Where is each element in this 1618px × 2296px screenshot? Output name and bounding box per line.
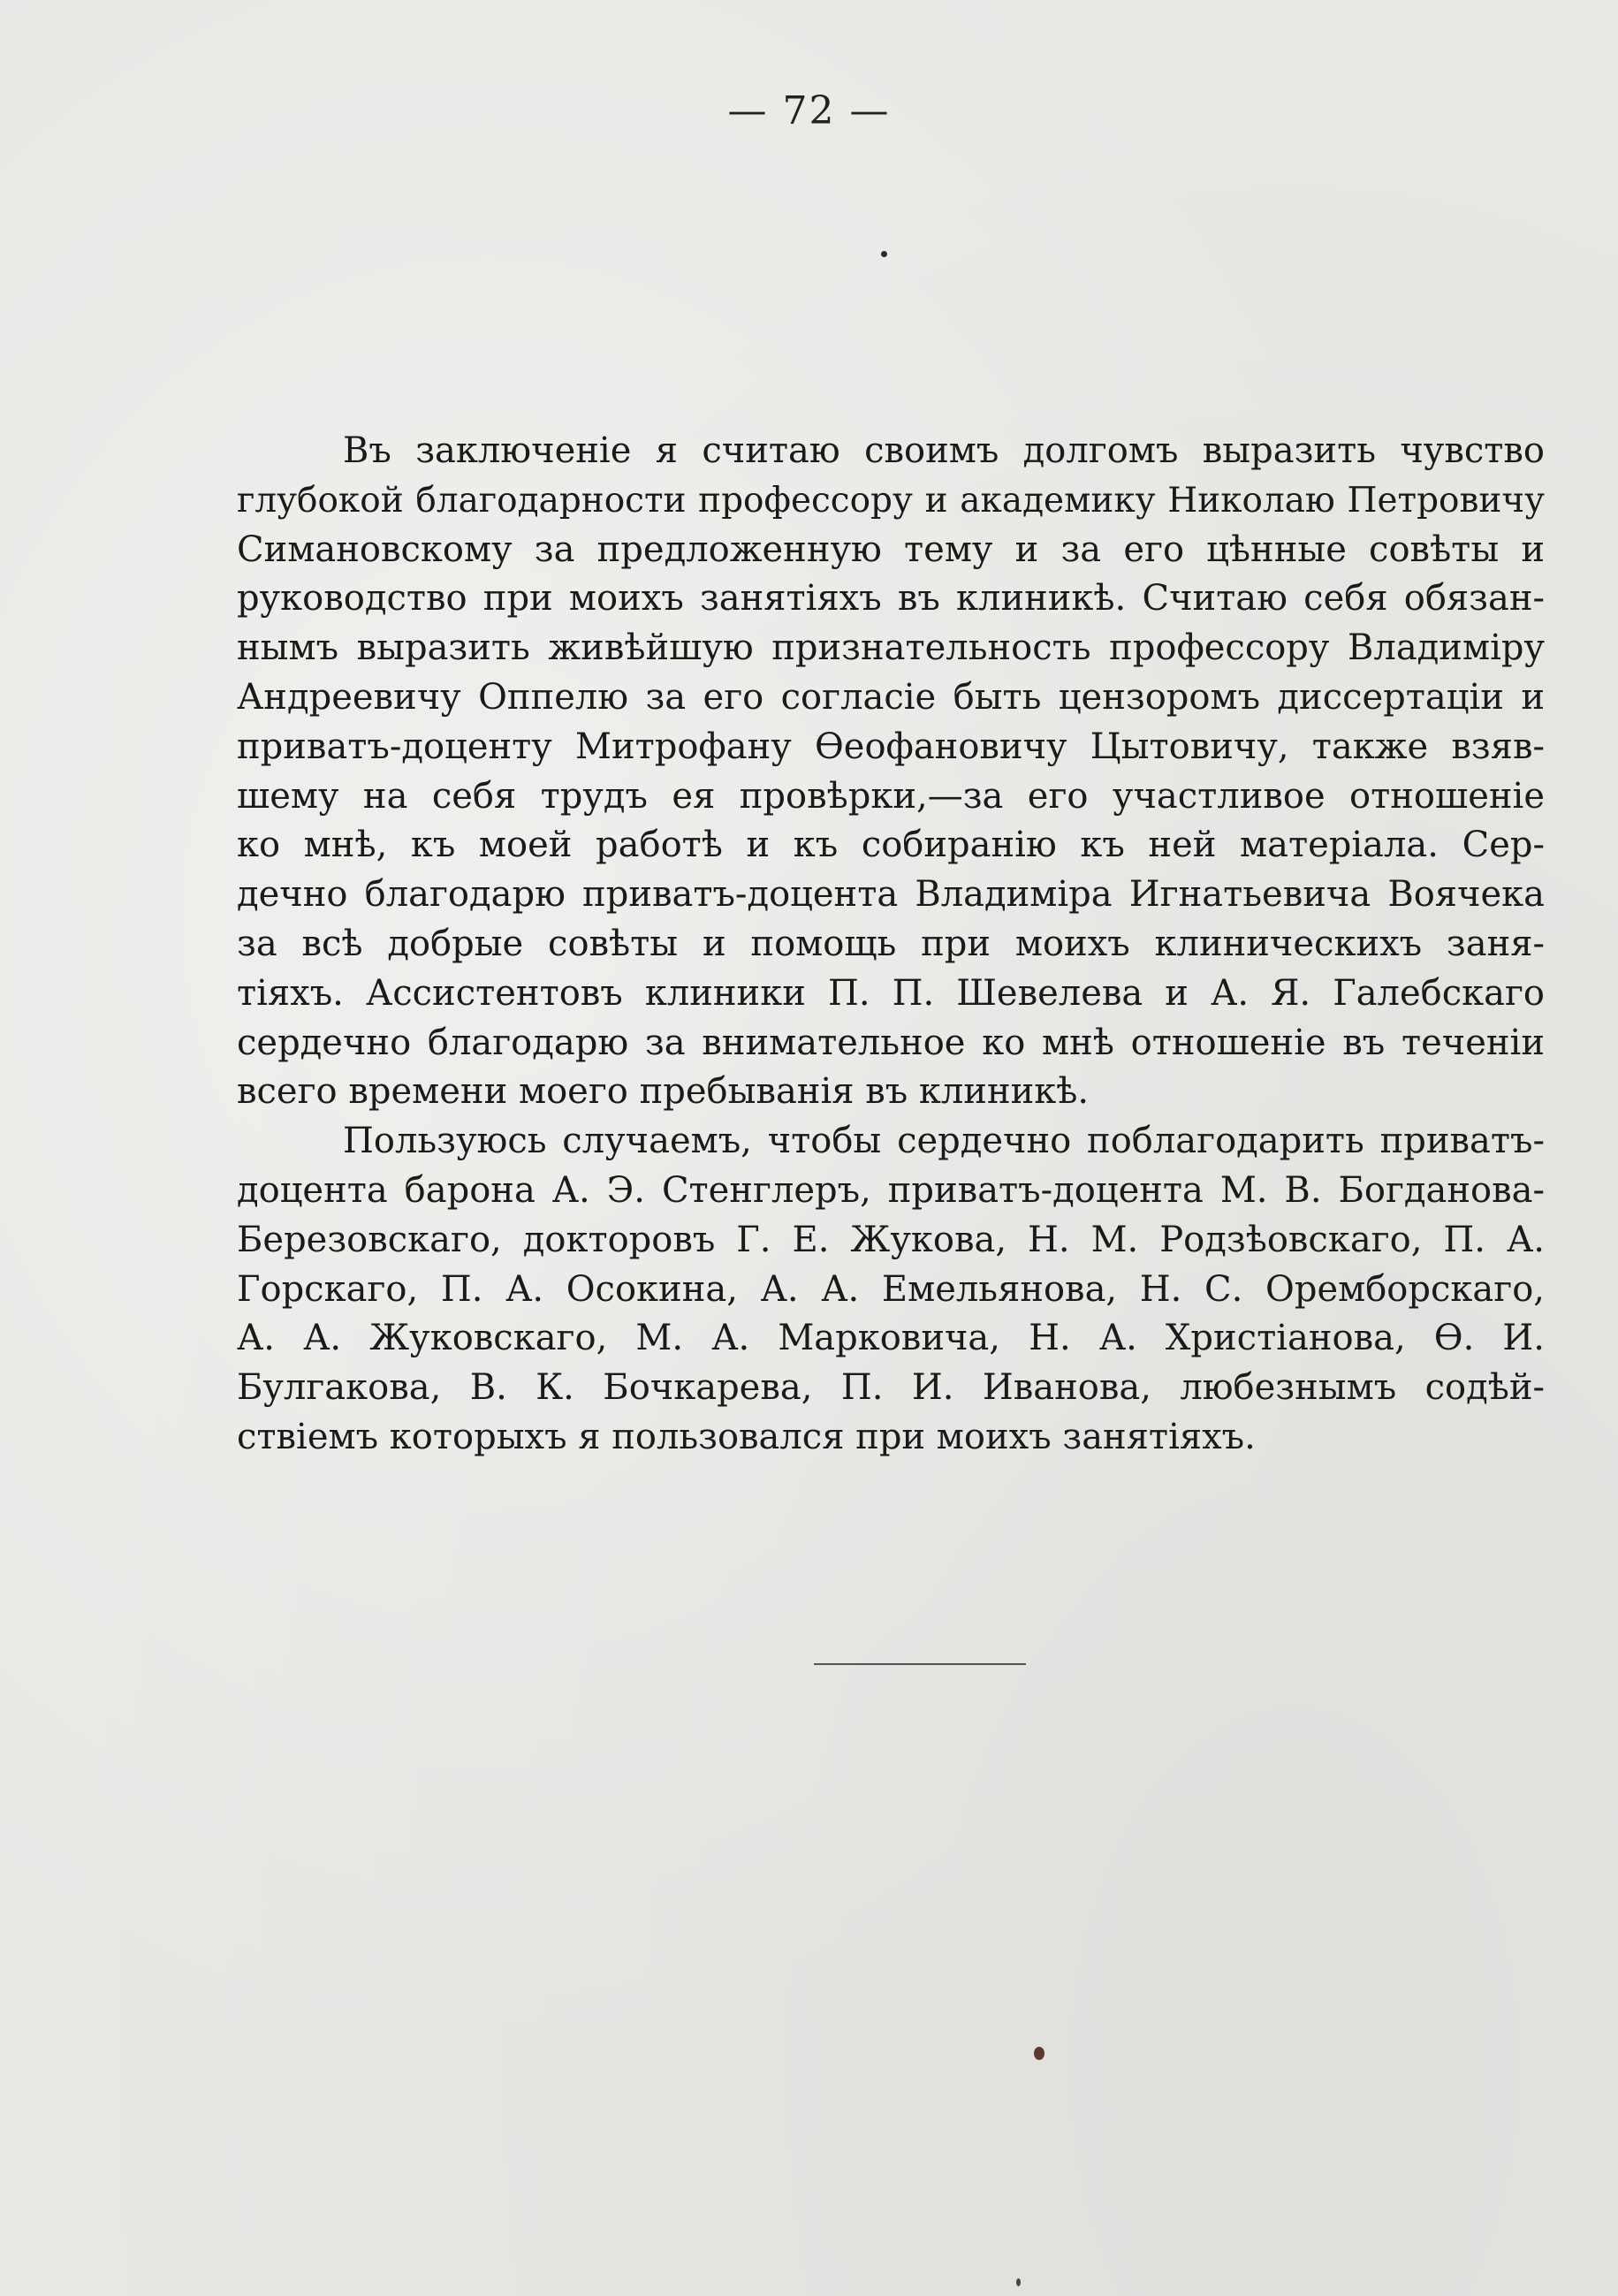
- text-line: глубокой благодарности профессору и академику Николаю Петровичу: [237, 480, 1545, 521]
- text-line: тіяхъ. Ассистентовъ клиники П. П. Шевелева и А. Я. Галебскаго: [237, 972, 1545, 1014]
- text-line: Булгакова, В. К. Бочкарева, П. И. Иванова, любезнымъ содѣй-: [237, 1367, 1545, 1409]
- text-line: за всѣ добрые совѣты и помощь при моихъ клиническихъ заня-: [237, 923, 1545, 964]
- ink-speck: [1016, 2278, 1021, 2286]
- text-line: Березовскаго, докторовъ Г. Е. Жукова, Н. М. Родзѣовскаго, П. А.: [237, 1219, 1545, 1260]
- text-line: нымъ выразить живѣйшую признательность профессору Владиміру: [237, 627, 1545, 669]
- text-line: приватъ-доценту Митрофану Өеофановичу Цытовичу, также взяв-: [237, 726, 1545, 767]
- page-number-header: — 72 —: [727, 88, 891, 133]
- text-line: ствіемъ которыхъ я пользовался при моихъ занятіяхъ.: [237, 1416, 1256, 1457]
- paragraph-1: [237, 427, 1545, 1117]
- text-line: Андреевичу Оппелю за его согласіе быть цензоромъ диссертаціи и: [237, 676, 1545, 718]
- acknowledgments-text: [237, 427, 1545, 1463]
- text-line: Пользуюсь случаемъ, чтобы сердечно поблагодарить приватъ-: [343, 1121, 1545, 1162]
- text-line: руководство при моихъ занятіяхъ въ клиникѣ. Считаю себя обязан-: [237, 578, 1545, 620]
- text-line: доцента барона А. Э. Стенглеръ, приватъ-доцента М. В. Богданова-: [237, 1169, 1545, 1211]
- text-line: ко мнѣ, къ моей работѣ и къ собиранію къ ней матеріала. Сер-: [237, 825, 1545, 866]
- text-line: дечно благодарю приватъ-доцента Владиміра Игнатьевича Воячека: [237, 874, 1545, 916]
- text-line: Горскаго, П. А. Осокина, А. А. Емельянова, Н. С. Оремборскаго,: [237, 1268, 1545, 1310]
- section-end-rule: [814, 1663, 1026, 1665]
- ink-speck: [1034, 2047, 1044, 2060]
- text-line: всего времени моего пребыванія въ клиникѣ.: [237, 1071, 1090, 1113]
- text-line: сердечно благодарю за внимательное ко мнѣ отношеніе въ теченіи: [237, 1022, 1545, 1063]
- text-line: шему на себя трудъ ея провѣрки,—за его участливое отношеніе: [237, 775, 1545, 817]
- text-line: Въ заключеніе я считаю своимъ долгомъ выразить чувство: [343, 430, 1545, 471]
- text-line: А. А. Жуковскаго, М. А. Марковича, Н. А. Христіанова, Ө. И.: [237, 1318, 1545, 1359]
- paragraph-2: [237, 1117, 1545, 1463]
- text-line: Симановскому за предложенную тему и за его цѣнные совѣты и: [237, 528, 1545, 570]
- ink-speck: [881, 251, 887, 257]
